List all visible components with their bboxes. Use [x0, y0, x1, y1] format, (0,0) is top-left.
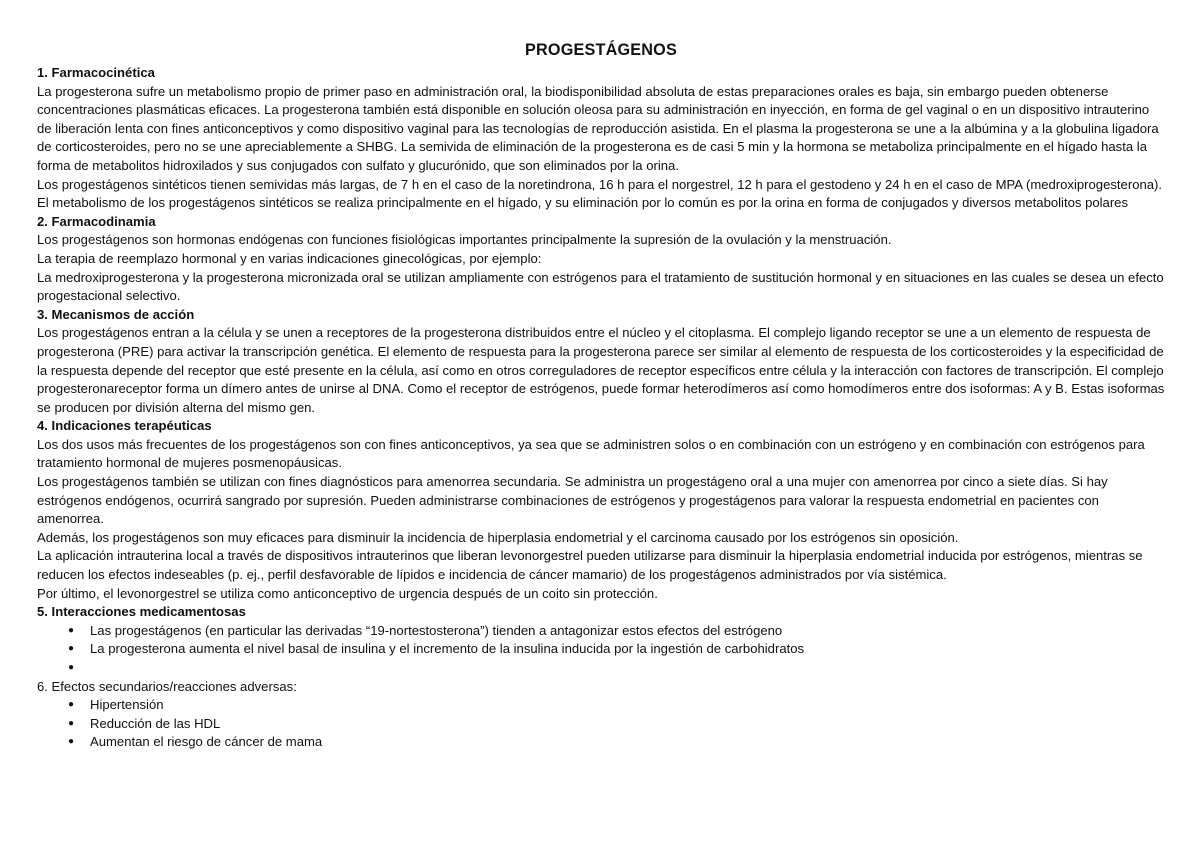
bullet-icon: ●: [68, 662, 75, 673]
list-item-text: Las progestágenos (en particular las derivadas “19-nortestosterona”) tienden a antagonizar estos efectos del estrógeno: [90, 622, 783, 638]
list-item: [37, 622, 1165, 641]
paragraph: Los progestágenos entran a la célula y se unen a receptores de la progesterona distribuidos entre el núcleo y el citoplasma. El complejo ligando receptor se une a un elemento de respuesta de progesterona (PRE) para activar la transcripción genética. El elemento de respuesta para la progesterona parece ser similar al elemento de respuesta de los corticosteroides y la especificidad de la respuesta depende del receptor que esté presente en la célula, así como en otros correguladores de receptor específicos entre célula y la interacción con factores de transcripción. El complejo progesteronareceptor forma un dímero antes de unirse al DNA. Como el receptor de estrógenos, puede formar heterodímeros así como homodímeros entre dos isoformas: A y B. Estas isoformas se producen por división alterna del mismo gen.: [37, 325, 1165, 415]
section-mecanismos-de-accion: [37, 306, 1165, 418]
list-item: [37, 640, 1165, 659]
list-item-text: Hipertensión: [90, 697, 164, 713]
paragraph: La progesterona sufre un metabolismo propio de primer paso en administración oral, la biodisponibilidad absoluta de estas preparaciones orales es baja, sin embargo pueden obtenerse concentraciones plasmáticas eficaces. La progesterona también está disponible en solución oleosa para su administración en inyección, en forma de gel vaginal o en un dispositivo intrauterino de liberación lenta con fines anticonceptivos y como dispositivo vaginal para las tecnologías de reproducción asistida. En el plasma la progesterona se une a la albúmina y a la globulina ligadora de corticosteroides, pero no se une apreciablemente a SHBG. La semivida de eliminación de la progesterona es de casi 5 min y la hormona se metaboliza principalmente en el hígado hasta la forma de metabolitos hidroxilados y sus conjugados con sulfato y glucurónido, que son eliminados por la orina.: [37, 83, 1159, 173]
bullet-list: [37, 696, 1165, 752]
section-farmacocinetica: [37, 64, 1165, 213]
paragraph: Los dos usos más frecuentes de los progestágenos son con fines anticonceptivos, ya sea que se administren solos o en combinación con un estrógeno y en combinación con estrógenos para tratamiento hormonal de mujeres posmenopáusicas.: [37, 436, 1145, 471]
paragraph: Los progestágenos también se utilizan con fines diagnósticos para amenorrea secundaria. Se administra un progestágeno oral a una mujer con amenorrea por cinco a siete días. Si hay estrógenos endógenos, ocurrirá sangrado por supresión. Pueden administrarse combinaciones de estrógenos y progestágenos para valorar la respuesta endometrial en pacientes con amenorrea.: [37, 474, 1108, 527]
section-heading: 5. Interacciones medicamentosas: [37, 604, 246, 620]
section-farmacodinamia: [37, 213, 1165, 306]
section-indicaciones-terapeuticas: [37, 417, 1165, 603]
section-heading: 1. Farmacocinética: [37, 65, 155, 80]
list-item-text: Aumentan el riesgo de cáncer de mama: [90, 734, 323, 750]
paragraph: La aplicación intrauterina local a través de dispositivos intrauterinos que liberan levonorgestrel pueden utilizarse para disminuir la hiperplasia endometrial inducida por estrógenos, mientras se reducen los efectos indeseables (p. ej., perfil desfavorable de lípidos e incidencia de cáncer mamario) de los progestágenos administrados por vía sistémica.: [37, 548, 1143, 583]
document-title: PROGESTÁGENOS: [525, 41, 677, 59]
bullet-icon: ●: [68, 736, 75, 748]
bullet-icon: ●: [68, 624, 75, 636]
paragraph: Los progestágenos son hormonas endógenas con funciones fisiológicas importantes principalmente la supresión de la ovulación y la menstruación.: [37, 232, 892, 248]
paragraph: La medroxiprogesterona y la progesterona micronizada oral se utilizan ampliamente con estrógenos para el tratamiento de sustitución hormonal y en situaciones en las cuales se desea un efecto progestacional selectivo.: [37, 269, 1164, 304]
list-item: [37, 659, 1165, 678]
section-heading: 3. Mecanismos de acción: [37, 306, 195, 322]
bullet-icon: ●: [68, 643, 75, 655]
section-heading: 4. Indicaciones terapéuticas: [37, 418, 212, 434]
section-efectos-secundarios: [37, 678, 1165, 752]
bullet-list: [37, 622, 1165, 678]
bullet-icon: ●: [68, 699, 75, 711]
section-interacciones-medicamentosas: [37, 603, 1165, 677]
list-item-text: La progesterona aumenta el nivel basal de insulina y el incremento de la insulina inducida por la ingestión de carbohidratos: [90, 641, 805, 657]
paragraph: Por último, el levonorgestrel se utiliza como anticonceptivo de urgencia después de un coito sin protección.: [37, 585, 658, 601]
section-heading: 6. Efectos secundarios/reacciones adversas:: [37, 678, 297, 694]
list-item: [37, 696, 1165, 715]
paragraph: Además, los progestágenos son muy eficaces para disminuir la incidencia de hiperplasia endometrial y el carcinoma causado por los estrógenos sin oposición.: [37, 529, 959, 545]
list-item-text: Reducción de las HDL: [90, 715, 221, 731]
section-heading: 2. Farmacodinamia: [37, 213, 156, 229]
paragraph: La terapia de reemplazo hormonal y en varias indicaciones ginecológicas, por ejemplo:: [37, 250, 542, 266]
paragraph: Los progestágenos sintéticos tienen semividas más largas, de 7 h en el caso de la noretindrona, 16 h para el norgestrel, 12 h para el gestodeno y 24 h en el caso de MPA (medroxiprogesterona). El metabolismo de los progestágenos sintéticos se realiza principalmente en el hígado, y su eliminación por lo común es por la orina en forma de conjugados y diversos metabolitos polares: [37, 176, 1163, 211]
bullet-icon: ●: [68, 717, 75, 729]
list-item: [37, 715, 1165, 734]
list-item: [37, 733, 1165, 752]
document-page: [37, 40, 1165, 752]
